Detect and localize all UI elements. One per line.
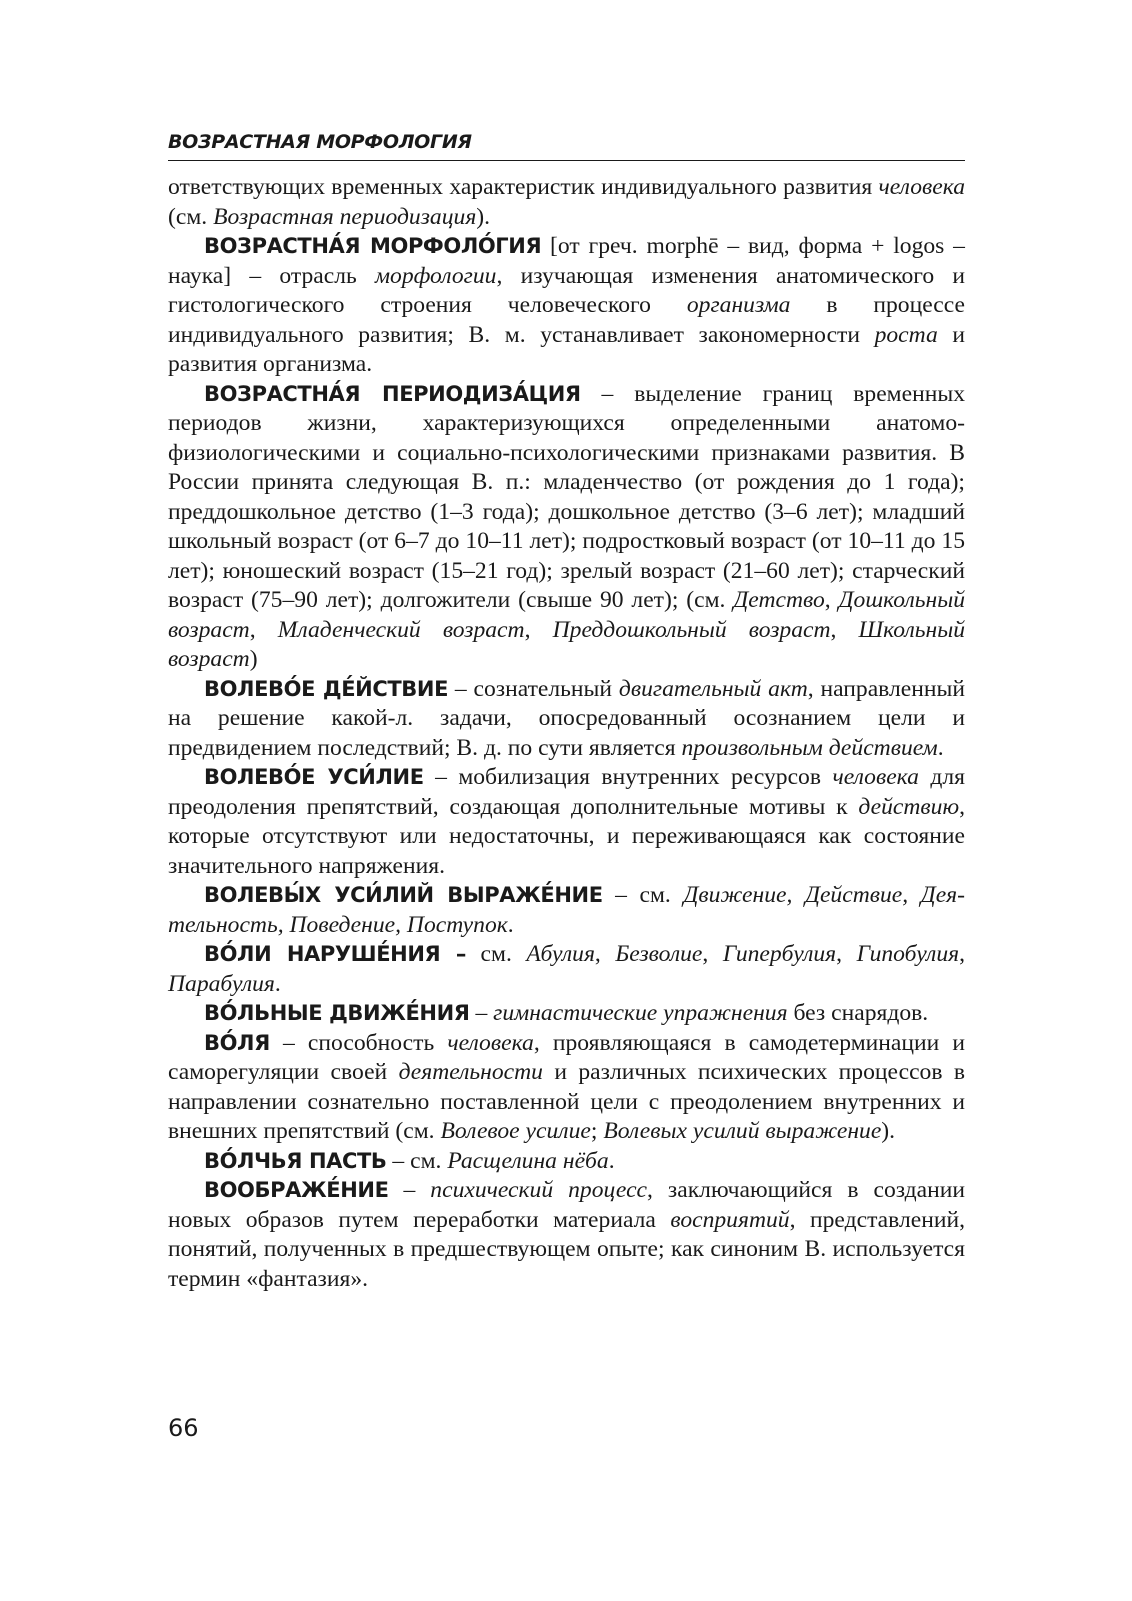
text-run: ответствующих временных характеристик индивидуального развития bbox=[168, 174, 879, 200]
page-number: 66 bbox=[168, 1414, 199, 1442]
cross-reference: психический процесс bbox=[430, 1177, 648, 1203]
cross-reference: Парабулия bbox=[168, 970, 275, 997]
text-run: – мобилизация внутренних ресурсов bbox=[423, 764, 833, 790]
text-run: , bbox=[830, 616, 859, 643]
entry-volevoe-deystvie bbox=[168, 675, 965, 764]
text-run: – bbox=[388, 1177, 431, 1203]
text-run: , bbox=[249, 616, 278, 643]
text-run: . bbox=[507, 911, 514, 938]
text-run: , bbox=[524, 616, 553, 643]
entry-voobrazhenie bbox=[168, 1176, 965, 1294]
entry-volya bbox=[168, 1029, 965, 1147]
text-run: – способность bbox=[269, 1029, 448, 1056]
entry-volnye-dvizheniya bbox=[168, 999, 965, 1029]
cross-reference: человека bbox=[832, 764, 919, 790]
text-run: , bbox=[824, 587, 839, 613]
entry-vozrastnaya-morfologiya bbox=[168, 232, 965, 380]
continuation-paragraph bbox=[168, 173, 965, 232]
entry-term: ВОЛЕВО́Е ДЕ́ЙСТВИЕ bbox=[204, 676, 449, 701]
cross-reference: Преддошкольный возраст bbox=[552, 616, 831, 643]
entry-term: ВО́ЛИ НАРУШЕ́НИЯ – bbox=[204, 942, 466, 966]
entry-term: ВООБРАЖЕ́НИЕ bbox=[204, 1178, 389, 1202]
cross-reference: двигательный акт bbox=[618, 675, 808, 702]
entry-term: ВОЗРАСТНА́Я МОРФОЛО́ГИЯ bbox=[204, 234, 542, 258]
entry-vozrastnaya-periodizaciya bbox=[168, 380, 965, 675]
cross-reference: Младенческий возраст bbox=[277, 616, 525, 643]
page bbox=[168, 130, 965, 1294]
entry-volevyh-usiliy-vyrazhenie bbox=[168, 881, 965, 940]
entry-term: ВО́ЛЯ bbox=[204, 1030, 270, 1055]
text-run: , изучающая изменения анатомического и гистологического строения человеческого bbox=[168, 262, 966, 318]
entry-voli-narusheniya bbox=[168, 940, 965, 999]
cross-reference: Детство bbox=[733, 587, 825, 613]
entry-term: ВОЛЕВЫ́Х УСИ́ЛИЙ ВЫРАЖЕ́НИЕ bbox=[204, 883, 603, 907]
text-run: (см. bbox=[168, 203, 214, 230]
text-run: , представлений, понятий, полученных в предшествующем опыте; как синоним В. используется термин «фантазия». bbox=[168, 1206, 965, 1292]
text-run: – bbox=[469, 1000, 494, 1026]
text-run: ). bbox=[476, 203, 491, 230]
text-run: , проявляющаяся в самодетерминации и саморегуляции своей bbox=[168, 1029, 965, 1085]
cross-reference: Волевых усилий выражение bbox=[603, 1118, 882, 1144]
cross-reference: Абулия bbox=[526, 941, 595, 967]
cross-reference: роста bbox=[874, 321, 938, 348]
cross-reference: Безволие bbox=[615, 941, 703, 967]
cross-reference: произвольным действием bbox=[681, 734, 938, 761]
entry-term: ВО́ЛЧЬЯ ПАСТЬ bbox=[204, 1148, 387, 1173]
text-run: без снарядов. bbox=[787, 1000, 929, 1026]
text-run: ; bbox=[590, 1118, 604, 1144]
text-run: [от греч. morphē – вид, форма + logos – наука] – отрасль bbox=[168, 233, 965, 289]
cross-reference: человека bbox=[878, 174, 965, 200]
running-header: ВОЗРАСТНАЯ МОРФОЛОГИЯ bbox=[168, 130, 965, 161]
cross-reference: организма bbox=[686, 292, 791, 318]
cross-reference: Школьный возраст bbox=[168, 616, 966, 672]
entry-volevoe-usilie bbox=[168, 763, 965, 881]
text-run: . bbox=[937, 734, 944, 761]
text-run: , bbox=[836, 941, 857, 967]
text-run: для преодоления препятствий, создающая дополнительные мотивы к bbox=[168, 764, 966, 820]
text-run: , заключающийся в создании новых образов путем переработки материала bbox=[168, 1177, 966, 1233]
cross-reference: действию bbox=[858, 793, 960, 820]
text-run: и различных психических процессов в направлении сознательно поставленной цели с преодолением внутренних и внешних препятствий (см. bbox=[168, 1059, 965, 1144]
entry-term: ВОЗРАСТНА́Я ПЕРИОДИЗА́ЦИЯ bbox=[204, 381, 581, 406]
text-run: . bbox=[608, 1147, 615, 1174]
cross-reference: Гипербулия bbox=[722, 941, 837, 967]
text-run: – см. bbox=[386, 1147, 448, 1174]
text-run: ) bbox=[249, 646, 258, 672]
text-run: см. bbox=[465, 941, 527, 967]
text-run: – см. bbox=[602, 882, 684, 908]
entry-term: ВОЛЕВО́Е УСИ́ЛИЕ bbox=[204, 765, 424, 789]
cross-reference: морфологии bbox=[374, 262, 497, 289]
text-run: – сознательный bbox=[448, 675, 619, 702]
cross-reference: Дошкольный возраст bbox=[168, 587, 966, 643]
text-run: в процессе индивидуального развития; В. м. устанавливает закономерности bbox=[168, 292, 965, 348]
cross-reference: Возрастная периодизация bbox=[213, 203, 477, 230]
cross-reference: Движение, Действие, Деятельность, Поведение, Поступок bbox=[168, 882, 965, 938]
entry-term: ВО́ЛЬНЫЕ ДВИЖЕ́НИЯ bbox=[204, 1001, 470, 1025]
cross-reference: Расщелина нёба bbox=[447, 1147, 609, 1174]
text-run: , bbox=[959, 941, 965, 967]
cross-reference: восприятий bbox=[670, 1206, 790, 1233]
cross-reference: Гипобулия bbox=[856, 941, 960, 967]
text-run: . bbox=[274, 970, 281, 997]
text-run: , направленный на решение какой-л. задачи, опосредованный осознанием цели и предвидением последствий; В. д. по сути является bbox=[168, 675, 965, 761]
dictionary-text bbox=[168, 173, 965, 1294]
entry-volchya-past bbox=[168, 1147, 965, 1177]
text-run: , которые отсутствуют или недостаточны, и переживающаяся как состояние значительного напряжения. bbox=[168, 793, 965, 879]
cross-reference: гимнастические упражнения bbox=[493, 1000, 788, 1026]
text-run: , bbox=[594, 941, 616, 967]
cross-reference: человека bbox=[447, 1029, 534, 1056]
text-run: – выделение границ временных периодов жизни, характеризующихся определенными анатомо-физиологическими и социально-психологическими признаками развития. В России принята следующая В. п.: младенчество (от рождения до 1 года); преддошкольное детство (1–3 года); дошкольное детство (3–6 лет); младший школьный возраст (от 6–7 до 10–11 лет); подростковый возраст (от 10–11 до 15 лет); юношеский возраст (15–21 год); зрелый возраст (21–60 лет); старческий возраст (75–90 лет); долгожители (свыше 90 лет); (см. bbox=[168, 380, 965, 613]
text-run: и развития организма. bbox=[168, 321, 965, 377]
text-run: , bbox=[702, 941, 723, 967]
cross-reference: деятельности bbox=[398, 1059, 543, 1085]
cross-reference: Волевое усилие bbox=[440, 1118, 591, 1144]
text-run: ). bbox=[881, 1118, 896, 1144]
